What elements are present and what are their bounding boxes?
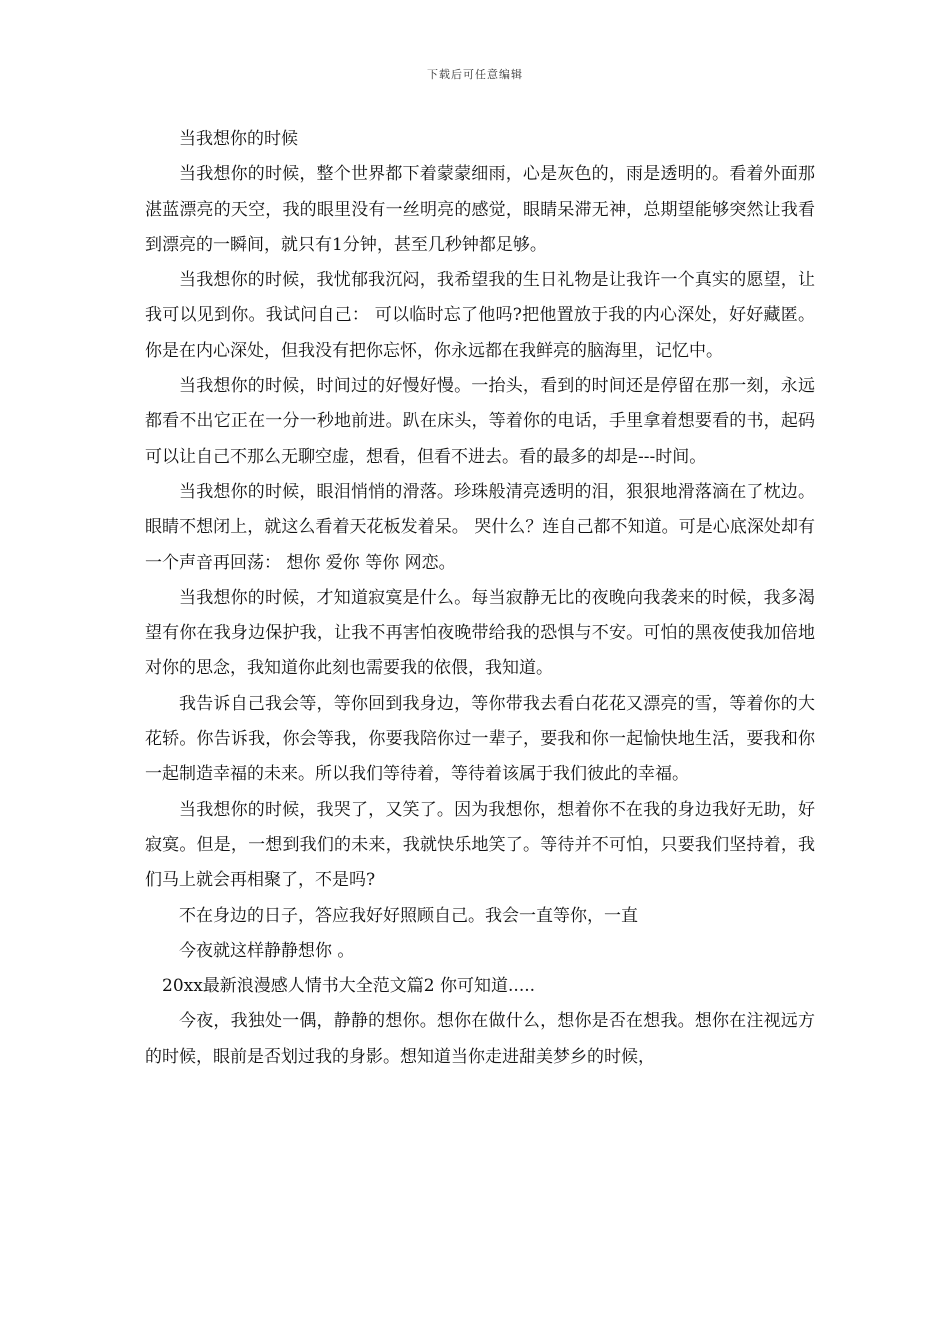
paragraph-9: 今夜就这样静静想你 。 xyxy=(179,940,355,961)
paragraph-5: 当我想你的时候，才知道寂寞是什么。每当寂静无比的夜晚向我袭来的时候，我多渴望有你在我身边保护我，让我不再害怕夜晚带给我的恐惧与不安。可怕的黑夜使我加倍地对你的思念，我知道你此刻也需要我的依偎，我知道。 xyxy=(145,587,815,679)
paragraph-2: 当我想你的时候，我忧郁我沉闷，我希望我的生日礼物是让我许一个真实的愿望，让我可以见到你。我试问自己： 可以临时忘了他吗?把他置放于我的内心深处，好好藏匿。 你是在内心深处，但我没有把你忘怀，你永远都在我鲜亮的脑海里，记忆中。 xyxy=(145,270,815,361)
document-title: 当我想你的时候 xyxy=(179,129,298,149)
section-subheading: 20xx最新浪漫感人情书大全范文篇2 你可知道..... xyxy=(162,976,536,997)
paragraph-8: 不在身边的日子，答应我好好照顾自己。我会一直等你，一直 xyxy=(179,905,638,926)
paragraph-3: 当我想你的时候，时间过的好慢好慢。一抬头，看到的时间还是停留在那一刻，永远都看不出它正在一分一秒地前进。趴在床头，等着你的电话，手里拿着想要看的书，起码可以让自己不那么无聊空虚，想看，但看不进去。看的最多的却是---时间。 xyxy=(145,376,815,467)
paragraph-1: 当我想你的时候，整个世界都下着蒙蒙细雨，心是灰色的，雨是透明的。看着外面那湛蓝漂亮的天空，我的眼里没有一丝明亮的感觉，眼睛呆滞无神，总期望能够突然让我看到漂亮的一瞬间，就只有1分钟，甚至几秒钟都足够。 xyxy=(145,164,815,255)
header-note: 下载后可任意编辑 xyxy=(427,68,523,81)
paragraph-10: 今夜，我独处一偶，静静的想你。想你在做什么，想你是否在想我。想你在注视远方的时候，眼前是否划过我的身影。想知道当你走进甜美梦乡的时候， xyxy=(145,1011,815,1067)
paragraph-7: 当我想你的时候，我哭了，又笑了。因为我想你，想着你不在我的身边我好无助，好寂寞。但是，一想到我们的未来，我就快乐地笑了。等待并不可怕，只要我们坚持着，我们马上就会再相聚了，不是吗? xyxy=(145,799,815,891)
document-body xyxy=(145,122,815,1075)
paragraph-6: 我告诉自己我会等，等你回到我身边，等你带我去看白花花又漂亮的雪，等着你的大花轿。你告诉我，你会等我，你要我陪你过一辈子，要我和你一起愉快地生活，要我和你一起制造幸福的未来。所以我们等待着，等待着该属于我们彼此的幸福。 xyxy=(145,693,815,785)
paragraph-4: 当我想你的时候，眼泪悄悄的滑落。珍珠般清亮透明的泪，狠狠地滑落滴在了枕边。眼睛不想闭上，就这么看着天花板发着呆。 哭什么？连自己都不知道。可是心底深处却有一个声音再回荡： 想你 爱你 等你 网恋。 xyxy=(145,481,815,573)
